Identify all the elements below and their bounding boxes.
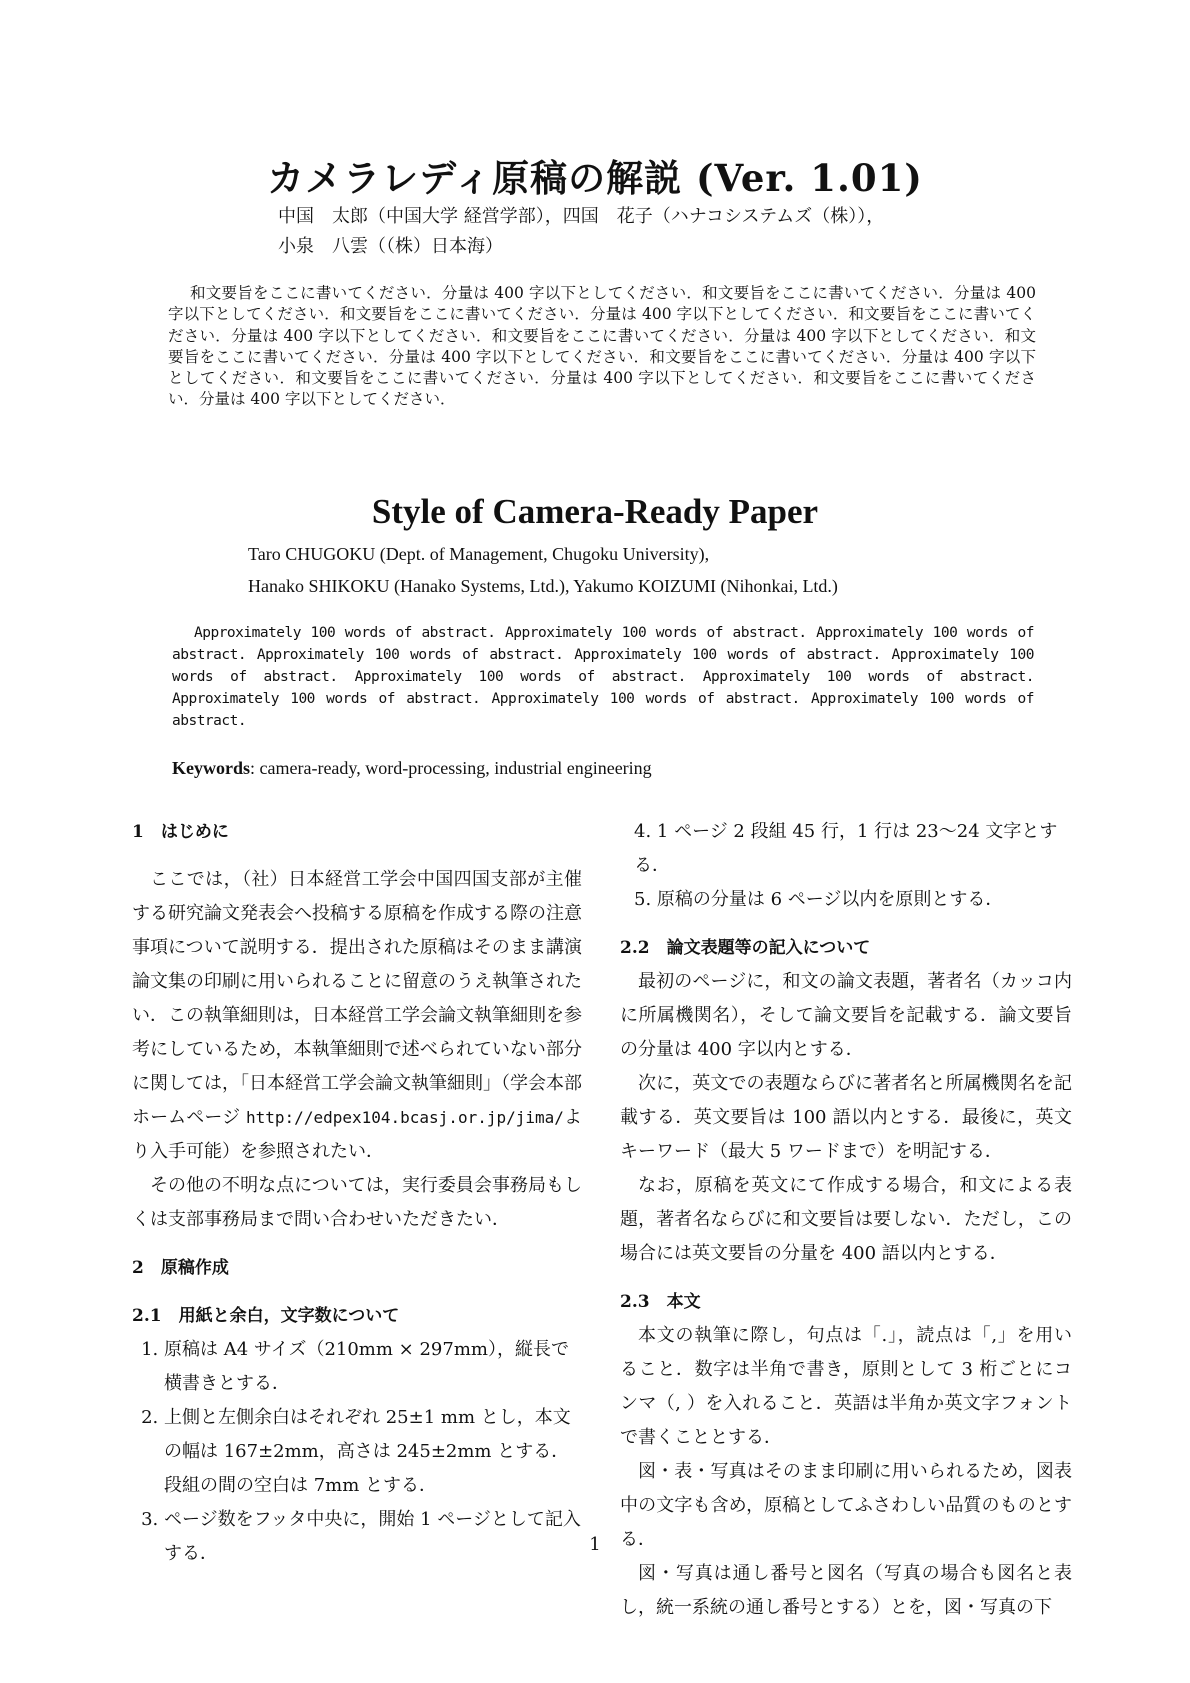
section-2-3-paragraph-1: 本文の執筆に際し，句点は「.」，読点は「,」を用いること．数字は半角で書き，原則として 3 桁ごとにコンマ（, ）を入れること．英語は半角か英文字フォントで書くこととする．: [620, 1325, 1072, 1448]
section-2-2-paragraph-2: 次に，英文での表題ならびに著者名と所属機関名を記載する．英文要旨は 100 語以内とする．最後に，英文キーワード（最大 5 ワードまで）を明記する．: [620, 1073, 1072, 1162]
section-1-paragraph-1-text-b: より入手可能）を参照されたい．: [132, 1107, 582, 1162]
section-2-3-heading: 2.3 本文: [620, 1292, 701, 1312]
abstract-english: Approximately 100 words of abstract. Approximately 100 words of abstract. Approximately 100 words of abstract. Approximately 100 words of abstract. Approximately 100 words of abstract. Approximately 100 words of abstract. Approximately 100 words of abstract. Approximately 100 words of abstract. Approximately 100 words of abstract. Approximately 100 words of abstract. Approximately 100 words of abstract.: [172, 625, 1034, 729]
section-1-paragraph-2: その他の不明な点については，実行委員会事務局もしくは支部事務局まで問い合わせいただきたい．: [132, 1175, 582, 1230]
abstract-japanese: 和文要旨をここに書いてください．分量は 400 字以下としてください．和文要旨をここに書いてください．分量は 400 字以下としてください．和文要旨をここに書いてください．分量は 400 字以下としてください．和文要旨をここに書いてください．分量は 400 字以下としてください．和文要旨をここに書いてください．分量は 400 字以下としてください．和文要旨をここに書いてください．分量は 400 字以下としてください．和文要旨をここに書いてください．分量は 400 字以下としてください．和文要旨をここに書いてください．分量は 400 字以下としてください．和文要旨をここに書いてください．分量は 400 字以下としてください．: [168, 284, 1036, 409]
authors-japanese-line2: 小泉 八雲（（株）日本海）: [278, 236, 503, 257]
authors-english-line1: Taro CHUGOKU (Dept. of Management, Chugoku University),: [248, 544, 710, 564]
list-item: 1. 原稿は A4 サイズ（210mm × 297mm），縦長で横書きとする．: [164, 1333, 582, 1401]
section-2-1-list-continued: [620, 815, 1072, 917]
section-1-paragraph-1: [132, 863, 582, 1169]
page-number: 1: [589, 1534, 601, 1555]
section-2-2-paragraph-3: なお，原稿を英文にて作成する場合，和文による表題，著者名ならびに和文要旨は要しない．ただし，この場合には英文要旨の分量を 400 語以内とする．: [620, 1175, 1072, 1264]
section-1-heading: 1 はじめに: [132, 822, 229, 842]
jima-url-link[interactable]: http://edpex104.bcasj.or.jp/jima/: [246, 1108, 564, 1127]
list-item: 2. 上側と左側余白はそれぞれ 25±1 mm とし，本文の幅は 167±2mm，高さは 245±2mm とする．段組の間の空白は 7mm とする．: [164, 1401, 582, 1503]
section-1-paragraph-1-text-a: ここでは，（社）日本経営工学会中国四国支部が主催する研究論文発表会へ投稿する原稿を作成する際の注意事項について説明する．提出された原稿はそのまま講演論文集の印刷に用いられることに留意のうえ執筆されたい．この執筆細則は，日本経営工学会論文執筆細則を参考にしているため，本執筆細則で述べられていない部分に関しては，「日本経営工学会論文執筆細則」（学会本部ホームページ: [132, 869, 582, 1128]
keywords-label: Keywords: [172, 758, 250, 778]
title-english: Style of Camera-Ready Paper: [371, 492, 819, 531]
right-column: [620, 815, 1072, 1625]
title-japanese: カメラレディ原稿の解説 (Ver. 1.01): [267, 156, 923, 200]
section-2-3-paragraph-3: 図・写真は通し番号と図名（写真の場合も図名と表し，統一系統の通し番号とする）とを，図・写真の下: [620, 1563, 1072, 1618]
section-2-2-paragraph-1: 最初のページに，和文の論文表題，著者名（カッコ内に所属機関名），そして論文要旨を記載する．論文要旨の分量は 400 字以内とする．: [620, 971, 1072, 1060]
keywords: [172, 758, 652, 779]
list-item: 5. 原稿の分量は 6 ページ以内を原則とする．: [634, 889, 1004, 910]
section-2-2-heading: 2.2 論文表題等の記入について: [620, 938, 871, 958]
section-2-3-paragraph-2: 図・表・写真はそのまま印刷に用いられるため，図表中の文字も含め，原稿としてふさわしい品質のものとする．: [620, 1461, 1072, 1550]
section-2-1-heading: 2.1 用紙と余白，文字数について: [132, 1306, 400, 1326]
authors-japanese-line1: 中国 太郎（中国大学 経営学部），四国 花子（ハナコシステムズ（株）），: [278, 206, 885, 227]
left-column: [132, 815, 582, 1571]
keywords-text: : camera-ready, word-processing, industrial engineering: [250, 758, 652, 778]
authors-english-line2: Hanako SHIKOKU (Hanako Systems, Ltd.), Yakumo KOIZUMI (Nihonkai, Ltd.): [248, 576, 838, 596]
list-item: 3. ページ数をフッタ中央に，開始 1 ページとして記入する．: [164, 1503, 582, 1571]
section-2-heading: 2 原稿作成: [132, 1258, 229, 1278]
list-item: 4. 1 ページ 2 段組 45 行，1 行は 23〜24 文字とする．: [634, 821, 1058, 876]
